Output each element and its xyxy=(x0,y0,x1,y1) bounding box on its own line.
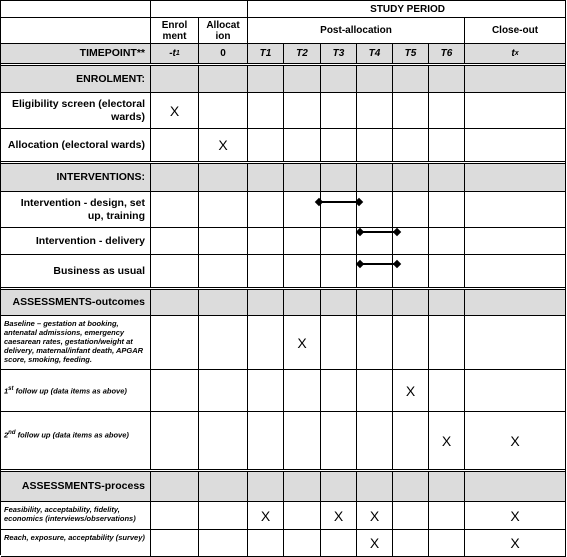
empty-cell xyxy=(199,502,248,530)
empty-cell xyxy=(429,129,465,162)
baseline-bold: Baseline xyxy=(4,319,35,328)
empty-cell xyxy=(321,93,357,129)
empty-cell xyxy=(284,530,321,557)
mark-x: X xyxy=(465,412,566,470)
row-baseline-label xyxy=(1,316,151,370)
empty-cell xyxy=(248,228,284,255)
mark-x: X xyxy=(199,129,248,162)
header-blank xyxy=(151,1,248,18)
shade-cell xyxy=(199,164,248,192)
timepoint-alloc: 0 xyxy=(199,44,248,64)
section-assess-process: ASSESSMENTS-process xyxy=(1,472,151,502)
empty-cell xyxy=(284,228,321,255)
empty-cell xyxy=(284,129,321,162)
mark-x: X xyxy=(429,412,465,470)
empty-cell xyxy=(321,255,357,288)
empty-cell xyxy=(393,530,429,557)
empty-cell xyxy=(199,316,248,370)
empty-cell xyxy=(393,93,429,129)
shade-cell xyxy=(321,164,357,192)
mark-x: X xyxy=(248,502,284,530)
shade-cell xyxy=(248,66,284,93)
shade-cell xyxy=(284,290,321,316)
mark-x: X xyxy=(321,502,357,530)
row-fu1-label xyxy=(1,370,151,412)
empty-cell xyxy=(199,192,248,228)
timepoint-t5: T5 xyxy=(393,44,429,64)
empty-cell xyxy=(248,370,284,412)
empty-cell xyxy=(321,129,357,162)
shade-cell xyxy=(284,66,321,93)
empty-cell xyxy=(393,412,429,470)
mark-x: X xyxy=(465,502,566,530)
shade-cell xyxy=(321,290,357,316)
shade-cell xyxy=(393,472,429,502)
fu2-number: 2 xyxy=(4,430,9,440)
empty-cell xyxy=(151,412,199,470)
empty-cell xyxy=(151,192,199,228)
shade-cell xyxy=(284,164,321,192)
empty-cell xyxy=(321,316,357,370)
shade-cell xyxy=(393,164,429,192)
shade-cell xyxy=(465,290,566,316)
timepoint-t4: T4 xyxy=(357,44,393,64)
empty-cell xyxy=(357,255,393,288)
timeline-arrow-business xyxy=(360,263,397,265)
row-reach-label: Reach, exposure, acceptability (survey) xyxy=(1,530,151,557)
corner-cell xyxy=(1,1,151,18)
timepoint-t3: T3 xyxy=(321,44,357,64)
post-allocation-header: Post-allocation xyxy=(248,18,465,44)
timepoint-t2: T2 xyxy=(284,44,321,64)
empty-cell xyxy=(321,530,357,557)
empty-cell xyxy=(248,255,284,288)
empty-cell xyxy=(248,530,284,557)
shade-cell xyxy=(465,472,566,502)
empty-cell xyxy=(248,412,284,470)
shade-cell xyxy=(321,472,357,502)
timepoint-t6: T6 xyxy=(429,44,465,64)
empty-cell xyxy=(429,370,465,412)
empty-cell xyxy=(151,530,199,557)
study-period-header: STUDY PERIOD xyxy=(248,1,566,18)
empty-cell xyxy=(151,370,199,412)
shade-cell xyxy=(151,66,199,93)
row-eligibility-label: Eligibility screen (electoral wards) xyxy=(1,93,151,129)
row-int-delivery-label: Intervention - delivery xyxy=(1,228,151,255)
empty-cell xyxy=(465,228,566,255)
row-business-label: Business as usual xyxy=(1,255,151,288)
empty-cell xyxy=(284,93,321,129)
enrolment-header: Enrol ment xyxy=(151,18,199,44)
row-int-design-label: Intervention - design, set up, training xyxy=(1,192,151,228)
shade-cell xyxy=(429,66,465,93)
empty-cell xyxy=(199,255,248,288)
shade-cell xyxy=(199,66,248,93)
empty-cell xyxy=(199,530,248,557)
empty-cell xyxy=(248,129,284,162)
empty-cell xyxy=(429,255,465,288)
empty-cell xyxy=(465,93,566,129)
empty-cell xyxy=(393,255,429,288)
empty-cell xyxy=(199,228,248,255)
empty-cell xyxy=(151,502,199,530)
shade-cell xyxy=(429,472,465,502)
shade-cell xyxy=(357,66,393,93)
shade-cell xyxy=(284,472,321,502)
empty-cell xyxy=(393,129,429,162)
timepoint-close: t x xyxy=(465,44,566,64)
section-interventions: INTERVENTIONS: xyxy=(1,164,151,192)
empty-cell xyxy=(284,255,321,288)
mark-x: X xyxy=(393,370,429,412)
shade-cell xyxy=(321,66,357,93)
shade-cell xyxy=(199,472,248,502)
shade-cell xyxy=(248,472,284,502)
shade-cell xyxy=(151,164,199,192)
row-allocation-label: Allocation (electoral wards) xyxy=(1,129,151,162)
empty-cell xyxy=(199,370,248,412)
fu1-number: 1 xyxy=(4,386,9,396)
timepoint-t1: T1 xyxy=(248,44,284,64)
shade-cell xyxy=(199,290,248,316)
empty-cell xyxy=(321,228,357,255)
mark-x: X xyxy=(284,316,321,370)
section-enrolment: ENROLMENT: xyxy=(1,66,151,93)
empty-cell xyxy=(199,412,248,470)
empty-cell xyxy=(151,228,199,255)
mark-x: X xyxy=(151,93,199,129)
empty-cell xyxy=(429,530,465,557)
empty-cell xyxy=(248,192,284,228)
fu1-suffix: st xyxy=(8,385,14,392)
empty-cell xyxy=(357,316,393,370)
empty-cell xyxy=(429,316,465,370)
empty-cell xyxy=(248,316,284,370)
fu1-text: follow up (data items as above) xyxy=(13,386,127,396)
shade-cell xyxy=(357,164,393,192)
shade-cell xyxy=(357,472,393,502)
empty-cell xyxy=(465,255,566,288)
close-out-header: Close-out xyxy=(465,18,566,44)
empty-cell xyxy=(199,93,248,129)
empty-cell xyxy=(393,502,429,530)
empty-cell xyxy=(429,502,465,530)
baseline-rest: – gestation at booking, antenatal admissions, emergency caesarean rates, gestation/weight at delivery, maternal/infant death, APGAR score, smoking, feeding. xyxy=(4,319,144,364)
empty-cell xyxy=(465,129,566,162)
empty-cell xyxy=(151,255,199,288)
fu2-text: follow up (data items as above) xyxy=(15,430,129,440)
row-fu2-label xyxy=(1,412,151,470)
empty-cell xyxy=(357,412,393,470)
empty-cell xyxy=(284,192,321,228)
section-assess-outcomes: ASSESSMENTS-outcomes xyxy=(1,290,151,316)
fu2-suffix: nd xyxy=(8,430,16,437)
empty-cell xyxy=(284,370,321,412)
empty-cell xyxy=(151,129,199,162)
empty-cell xyxy=(321,412,357,470)
empty-cell xyxy=(321,192,357,228)
timepoint-label: TIMEPOINT** xyxy=(1,44,151,64)
empty-cell xyxy=(429,93,465,129)
empty-cell xyxy=(284,502,321,530)
shade-cell xyxy=(429,164,465,192)
empty-cell xyxy=(357,129,393,162)
shade-cell xyxy=(429,290,465,316)
shade-cell xyxy=(393,66,429,93)
empty-cell xyxy=(393,192,429,228)
empty-cell xyxy=(357,192,393,228)
empty-cell xyxy=(284,412,321,470)
empty-cell xyxy=(429,228,465,255)
shade-cell xyxy=(151,290,199,316)
shade-cell xyxy=(151,472,199,502)
row-feasibility-label: Feasibility, acceptability, fidelity, economics (interviews/observations) xyxy=(1,502,151,530)
shade-cell xyxy=(357,290,393,316)
mark-x: X xyxy=(357,530,393,557)
empty-cell xyxy=(465,192,566,228)
mark-x: X xyxy=(357,502,393,530)
timeline-arrow-delivery xyxy=(360,231,397,233)
empty-cell xyxy=(357,370,393,412)
header-blank-left xyxy=(1,18,151,44)
empty-cell xyxy=(465,370,566,412)
empty-cell xyxy=(151,316,199,370)
empty-cell xyxy=(357,93,393,129)
empty-cell xyxy=(321,370,357,412)
shade-cell xyxy=(248,290,284,316)
empty-cell xyxy=(393,316,429,370)
allocation-header: Allocat ion xyxy=(199,18,248,44)
timepoint-enrol: -t 1 xyxy=(151,44,199,64)
shade-cell xyxy=(393,290,429,316)
empty-cell xyxy=(248,93,284,129)
timeline-arrow-design xyxy=(319,201,359,203)
empty-cell xyxy=(465,316,566,370)
shade-cell xyxy=(465,164,566,192)
empty-cell xyxy=(429,192,465,228)
shade-cell xyxy=(248,164,284,192)
shade-cell xyxy=(465,66,566,93)
mark-x: X xyxy=(465,530,566,557)
